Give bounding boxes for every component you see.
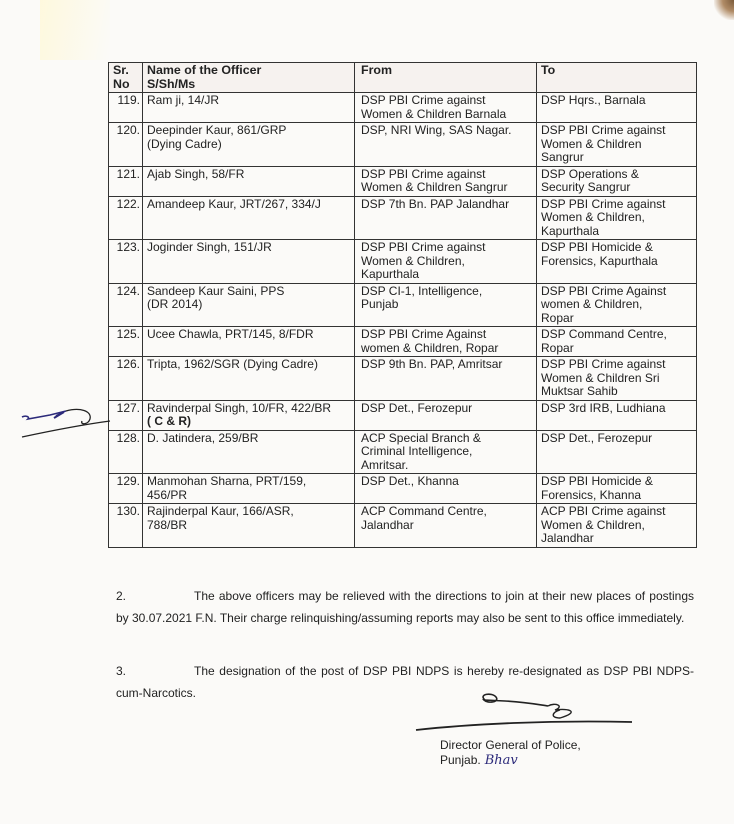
officer-name-line: Ravinderpal Singh, 10/FR, 422/BR [147,400,332,415]
officer-name-line: Tripta, 1962/SGR (Dying Cadre) [147,357,318,371]
to-line: ACP PBI Crime against [541,504,666,518]
signatory-designation: Director General of Police, [440,738,581,752]
to-line: DSP 3rd IRB, Ludhiana [541,400,666,415]
officer-name-line: Rajinderpal Kaur, 166/ASR, [147,504,294,518]
from-line: DSP PBI Crime against [361,93,486,107]
signature-block [440,738,581,768]
to-line: DSP PBI Crime against [541,196,666,211]
from-line: Punjab [361,297,399,311]
table-row [109,283,697,327]
to-line: Sangrur [541,150,584,164]
to-line: Women & Children, [541,517,645,532]
officer-name-cell [143,504,355,548]
sr-no-cell: 127. [109,400,143,430]
to-cell [537,327,697,357]
to-line: Ropar [541,310,574,325]
sr-no-cell: 120. [109,123,143,167]
margin-initials-mark [20,405,120,445]
table-row [109,93,697,123]
to-cell [537,504,697,548]
to-line: DSP PBI Homicide & [541,240,653,254]
from-line: Criminal Intelligence, [361,444,473,458]
officer-name-cell [143,400,355,430]
officer-name-line: D. Jatindera, 259/BR [147,430,259,445]
officer-name-line: Ajab Singh, 58/FR [147,166,245,181]
from-line: DSP Det., Khanna [361,474,459,488]
to-line: Jalandhar [541,531,594,545]
from-cell [355,240,537,284]
to-cell [537,166,697,196]
table-row [109,123,697,167]
sr-no-cell: 129. [109,474,143,504]
to-line: DSP PBI Crime against [541,357,666,371]
handwritten-initials: Bhav [484,753,518,768]
paper-shadow [40,0,110,60]
from-line: Amritsar. [361,457,409,472]
from-line: Women & Children, [361,253,465,268]
from-cell [355,283,537,327]
to-line: Women & Children [541,136,642,151]
transfer-table-container [108,62,696,548]
to-line: Women & Children Sri [541,370,660,385]
to-line: Women & Children, [541,210,645,224]
page-corner-shadow [714,0,734,20]
to-line: Forensics, Khanna [541,487,642,502]
to-cell [537,240,697,284]
table-row [109,327,697,357]
header-from: From [355,63,537,93]
table-row [109,166,697,196]
paragraph-number: 3. [116,664,127,678]
from-line: Women & Children Sangrur [361,180,508,194]
sr-no-cell: 122. [109,196,143,240]
to-line: Ropar [541,340,574,355]
from-cell [355,357,537,401]
officer-name-line: (Dying Cadre) [147,136,222,151]
sr-no-cell: 121. [109,166,143,196]
header-sr-no [109,63,143,93]
from-line: Jalandhar [361,517,414,532]
signatory-location: Punjab. [440,753,481,767]
from-cell [355,327,537,357]
header-name-line1: Name of the Officer [147,63,262,77]
officer-name-cell [143,283,355,327]
paragraph-number: 2. [116,589,127,603]
header-name-line2: S/Sh/Ms [147,76,196,91]
table-row [109,474,697,504]
to-cell [537,357,697,401]
to-line: DSP Operations & [541,166,639,181]
sr-no-cell: 128. [109,430,143,474]
from-cell [355,474,537,504]
officer-name-line: Manmohan Sharna, PRT/159, [147,474,307,488]
from-line: Kapurthala [361,267,420,281]
to-line: Forensics, Kapurthala [541,253,658,268]
officer-name-line: (DR 2014) [147,297,203,311]
officer-name-cell [143,357,355,401]
from-cell [355,93,537,123]
officer-name-line: ( C & R) [147,414,191,428]
sr-no-cell: 130. [109,504,143,548]
from-line: DSP PBI Crime against [361,240,486,254]
officer-name-line: Amandeep Kaur, JRT/267, 334/J [147,196,321,211]
to-cell [537,93,697,123]
officer-name-cell [143,474,355,504]
sr-no-cell: 123. [109,240,143,284]
to-cell [537,474,697,504]
officer-name-cell [143,240,355,284]
to-line: Security Sangrur [541,180,631,194]
dgp-signature [410,690,640,736]
header-sr-line1: Sr. [113,63,129,77]
table-row [109,430,697,474]
table-header-row [109,63,697,93]
header-sr-line2: No [113,76,130,91]
to-line: DSP PBI Crime Against [541,283,667,298]
from-line: DSP PBI Crime against [361,166,486,181]
from-cell [355,196,537,240]
from-line: DSP 7th Bn. PAP Jalandhar [361,196,510,211]
to-cell [537,430,697,474]
to-line: DSP PBI Homicide & [541,474,653,488]
sr-no-cell: 126. [109,357,143,401]
officer-name-line: 788/BR [147,517,188,532]
transfer-table [108,62,697,548]
to-cell [537,123,697,167]
from-line: ACP Special Branch & [361,430,481,445]
officer-name-line: 456/PR [147,487,188,502]
from-line: DSP, NRI Wing, SAS Nagar. [361,123,512,137]
table-row [109,196,697,240]
from-cell [355,123,537,167]
officer-name-line: Ucee Chawla, PRT/145, 8/FDR [147,327,314,341]
table-row [109,400,697,430]
signatory-location-line [440,753,581,768]
paragraph-2 [116,585,694,629]
to-line: DSP PBI Crime against [541,123,666,137]
table-row [109,240,697,284]
header-to: To [537,63,697,93]
from-line: DSP CI-1, Intelligence, [361,283,483,298]
to-line: DSP Command Centre, [541,327,667,341]
to-line: Muktsar Sahib [541,384,618,398]
to-cell [537,283,697,327]
officer-name-cell [143,93,355,123]
paragraph-text: The above officers may be relieved with the directions to join at their new places of postings by 30.07.2021 F.N. Their charge relinquishing/assuming reports may also be sent to this office immediately. [116,589,694,625]
officer-name-cell [143,166,355,196]
to-cell [537,196,697,240]
to-line: Kapurthala [541,223,600,238]
table-body [109,93,697,548]
from-cell [355,400,537,430]
table-row [109,504,697,548]
paragraph-text: The designation of the post of DSP PBI NDPS is hereby re-designated as DSP PBI NDPS-cum-Narcotics. [116,664,694,700]
from-cell [355,430,537,474]
from-line: ACP Command Centre, [361,504,487,518]
from-line: DSP Det., Ferozepur [361,400,473,415]
from-line: Women & Children Barnala [361,106,507,121]
from-line: DSP 9th Bn. PAP, Amritsar [361,357,503,371]
sr-no-cell: 125. [109,327,143,357]
sr-no-cell: 119. [109,93,143,123]
officer-name-cell [143,196,355,240]
officer-name-line: Ram ji, 14/JR [147,93,220,107]
to-line: DSP Hqrs., Barnala [541,93,646,107]
officer-name-cell [143,123,355,167]
officer-name-cell [143,327,355,357]
to-line: DSP Det., Ferozepur [541,430,653,445]
officer-name-cell [143,430,355,474]
officer-name-line: Sandeep Kaur Saini, PPS [147,283,285,298]
officer-name-line: Deepinder Kaur, 861/GRP [147,123,287,137]
to-line: women & Children, [541,297,643,311]
sr-no-cell: 124. [109,283,143,327]
to-cell [537,400,697,430]
from-cell [355,504,537,548]
from-line: DSP PBI Crime Against [361,327,487,341]
header-officer-name [143,63,355,93]
from-cell [355,166,537,196]
table-row [109,357,697,401]
from-line: women & Children, Ropar [361,340,499,355]
officer-name-line: Joginder Singh, 151/JR [147,240,272,254]
